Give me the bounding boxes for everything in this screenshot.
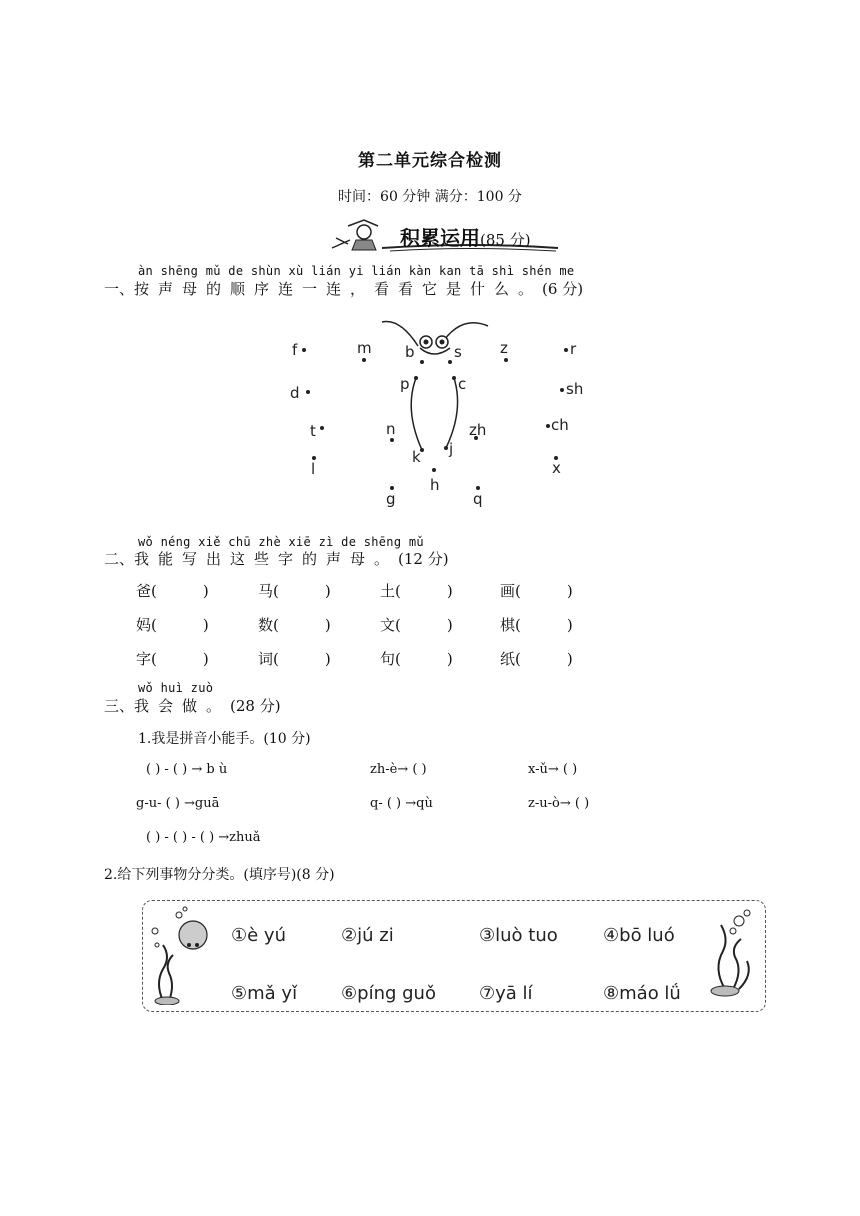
spelling-exercise[interactable]: x-ǔ→ ( ) (528, 762, 578, 777)
q1-pinyin: àn shēng mǔ de shùn xù lián yi lián kàn kan tā shì shén me (138, 264, 575, 278)
item-2: ②jú zi (341, 925, 394, 946)
dot-label-c: c (458, 375, 467, 393)
dot-label-q: q (473, 490, 483, 508)
dot-label-n: n (386, 420, 396, 438)
item-7: ⑦yā lí (479, 983, 533, 1004)
banner-label: 积累运用 (400, 226, 480, 250)
seaweed-bubbles-icon (703, 905, 763, 1005)
char-cell[interactable]: 妈( ) (136, 616, 209, 634)
q3-sub1-title: 1.我是拼音小能手。(10 分) (138, 731, 311, 747)
item-5: ⑤mǎ yǐ (231, 983, 298, 1004)
dot-label-zh: zh (469, 421, 487, 439)
dot-label-ch: ch (551, 416, 569, 434)
dot-to-dot-puzzle (270, 310, 610, 520)
char-cell[interactable]: 土( ) (380, 582, 453, 600)
dot-label-z: z (500, 339, 508, 357)
dot-label-p: p (400, 375, 410, 393)
dot-label-f: f (292, 341, 298, 359)
char-cell[interactable]: 棋( ) (500, 616, 573, 634)
dot-label-h: h (430, 476, 440, 494)
char-cell[interactable]: 字( ) (136, 650, 209, 668)
classification-box (142, 900, 766, 1012)
dot-label-g: g (386, 490, 396, 508)
dot-label-t: t (310, 422, 316, 440)
spelling-exercise[interactable]: q- ( ) →qù (370, 796, 433, 811)
dot-label-b: b (405, 343, 415, 361)
dot-label-r: r (570, 340, 577, 358)
dot-label-k: k (412, 448, 421, 466)
char-cell[interactable]: 词( ) (258, 650, 331, 668)
dot-label-m: m (357, 339, 372, 357)
spelling-exercise[interactable]: g-u- ( ) →guā (136, 796, 220, 811)
dot-label-x: x (552, 459, 561, 477)
dot-label-l: l (311, 460, 316, 478)
spelling-exercise[interactable]: zh-è→ ( ) (370, 762, 427, 777)
section-banner (320, 218, 560, 254)
q3-title: 三、我会做。(28 分) (104, 697, 281, 715)
q3-sub2-title: 2.给下列事物分分类。(填序号)(8 分) (104, 867, 335, 883)
char-cell[interactable]: 爸( ) (136, 582, 209, 600)
item-6: ⑥píng guǒ (341, 983, 436, 1004)
char-cell[interactable]: 句( ) (380, 650, 453, 668)
dot-label-j: j (449, 440, 454, 458)
spelling-exercise[interactable]: ( ) - ( ) - ( ) →zhuǎ (146, 830, 261, 845)
char-cell[interactable]: 画( ) (500, 582, 573, 600)
char-cell[interactable]: 纸( ) (500, 650, 573, 668)
page-title: 第二单元综合检测 (358, 151, 502, 171)
banner-score: (85 分) (480, 231, 531, 249)
spelling-exercise[interactable]: ( ) - ( ) → b ù (146, 762, 228, 777)
q2-pinyin: wǒ néng xiě chū zhè xiē zì de shēng mǔ (138, 535, 424, 549)
q1-title: 一、按声母的顺序连一连，看看它是什么。(6 分) (104, 280, 584, 298)
char-cell[interactable]: 文( ) (380, 616, 453, 634)
dot-label-sh: sh (566, 380, 584, 398)
dot-label-s: s (454, 343, 462, 361)
char-cell[interactable]: 数( ) (258, 616, 331, 634)
item-1: ①è yú (231, 925, 286, 946)
dot-label-d: d (290, 384, 300, 402)
char-cell[interactable]: 马( ) (258, 582, 331, 600)
q3-pinyin: wǒ huì zuò (138, 681, 214, 695)
octopus-seaweed-icon (149, 905, 219, 1005)
item-3: ③luò tuo (479, 925, 558, 946)
time-score-info: 时间：60 分钟 满分：100 分 (338, 189, 522, 205)
item-8: ⑧máo lǘ (603, 983, 681, 1004)
item-4: ④bō luó (603, 925, 675, 946)
q2-title: 二、我能写出这些字的声母。(12 分) (104, 550, 449, 568)
spelling-exercise[interactable]: z-u-ò→ ( ) (528, 796, 590, 811)
